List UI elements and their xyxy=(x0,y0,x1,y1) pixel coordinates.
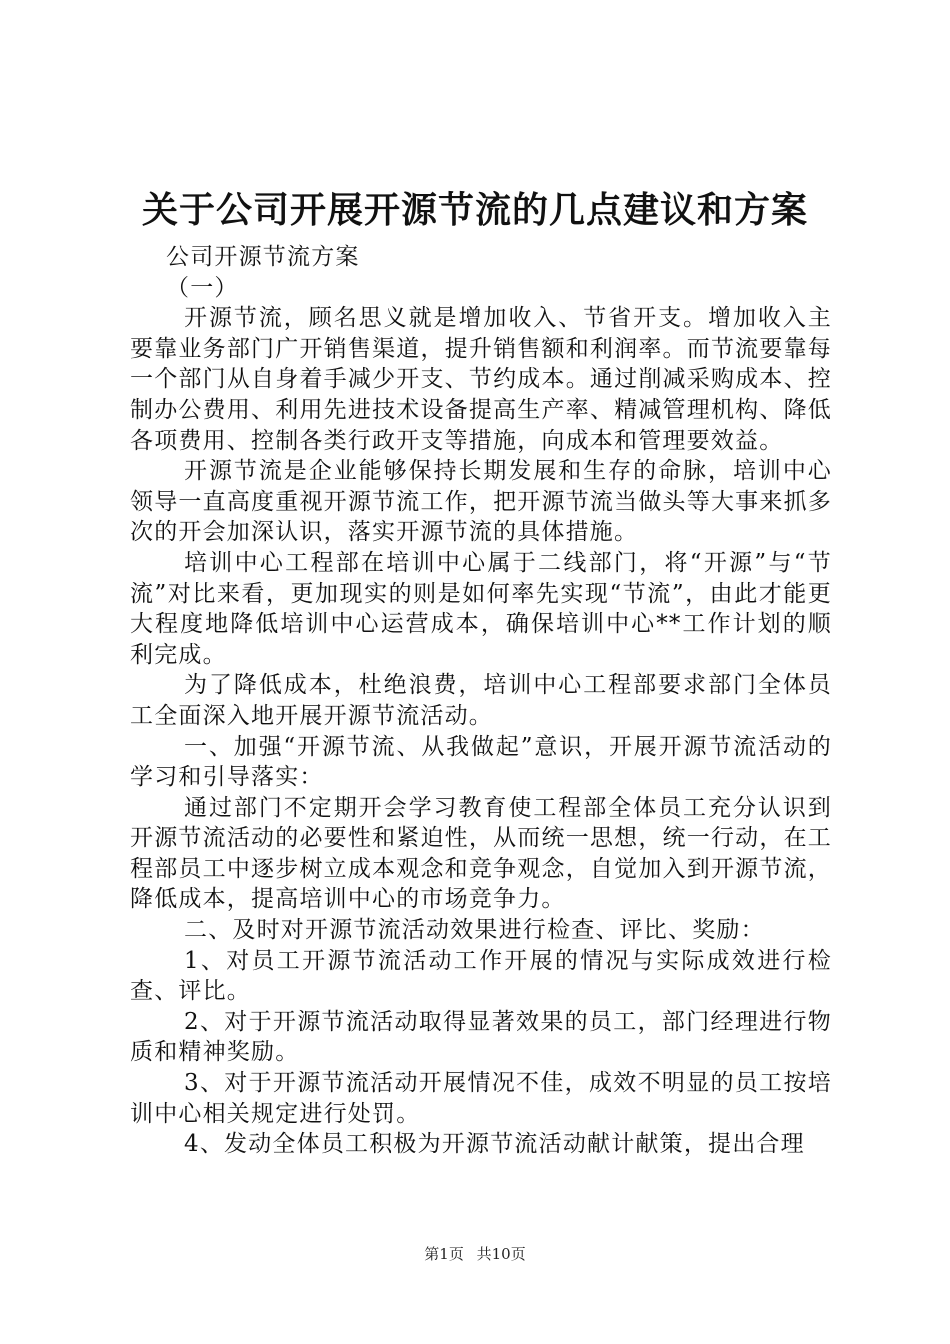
page-footer xyxy=(0,1244,950,1264)
body-paragraph: 为了降低成本，杜绝浪费，培训中心工程部要求部门全体员工全面深入地开展开源节流活动。 xyxy=(130,672,832,729)
document-title: 关于公司开展开源节流的几点建议和方案 xyxy=(141,189,808,231)
body-paragraph: 开源节流，顾名思义就是增加收入、节省开支。增加收入主要靠业务部门广开销售渠道，提升销售额和利润率。而节流要靠每一个部门从自身着手减少开支、节约成本。通过削减采购成本、控制办公费用、利用先进技术设备提高生产率、精减管理机构、降低各项费用、控制各类行政开支等措施，向成本和管理要效益。 xyxy=(130,305,832,454)
document-subtitle: 公司开源节流方案 xyxy=(166,244,360,270)
page-number: 第1页 xyxy=(424,1245,464,1263)
list-item: 4、发动全体员工积极为开源节流活动献计献策，提出合理 xyxy=(184,1131,805,1158)
list-item: 3、对于开源节流活动开展情况不佳，成效不明显的员工按培训中心相关规定进行处罚。 xyxy=(130,1070,832,1127)
document-body xyxy=(130,242,832,1160)
list-item: 1、对员工开源节流活动工作开展的情况与实际成效进行检查、评比。 xyxy=(130,947,832,1005)
page-total: 共10页 xyxy=(476,1245,526,1263)
section-heading: 二、及时对开源节流活动效果进行检查、评比、奖励： xyxy=(184,917,765,944)
body-paragraph: 培训中心工程部在培训中心属于二线部门，将“开源”与“节流”对比来看，更加现实的则是如何率先实现“节流”，由此才能更大程度地降低培训中心运营成本，确保培训中心**工作计划的顺利完成。 xyxy=(130,549,832,668)
section-number: （一） xyxy=(166,274,239,301)
list-item: 2、对于开源节流活动取得显著效果的员工，部门经理进行物质和精神奖励。 xyxy=(130,1008,832,1066)
body-paragraph: 开源节流是企业能够保持长期发展和生存的命脉，培训中心领导一直高度重视开源节流工作，把开源节流当做头等大事来抓多次的开会加深认识，落实开源节流的具体措施。 xyxy=(130,458,832,546)
body-paragraph: 通过部门不定期开会学习教育使工程部全体员工充分认识到开源节流活动的必要性和紧迫性，从而统一思想，统一行动，在工程部员工中逐步树立成本观念和竞争观念，自觉加入到开源节流，降低成本，提高培训中心的市场竞争力。 xyxy=(130,794,832,913)
section-heading: 一、加强“开源节流、从我做起”意识，开展开源节流活动的学习和引导落实： xyxy=(130,733,832,791)
